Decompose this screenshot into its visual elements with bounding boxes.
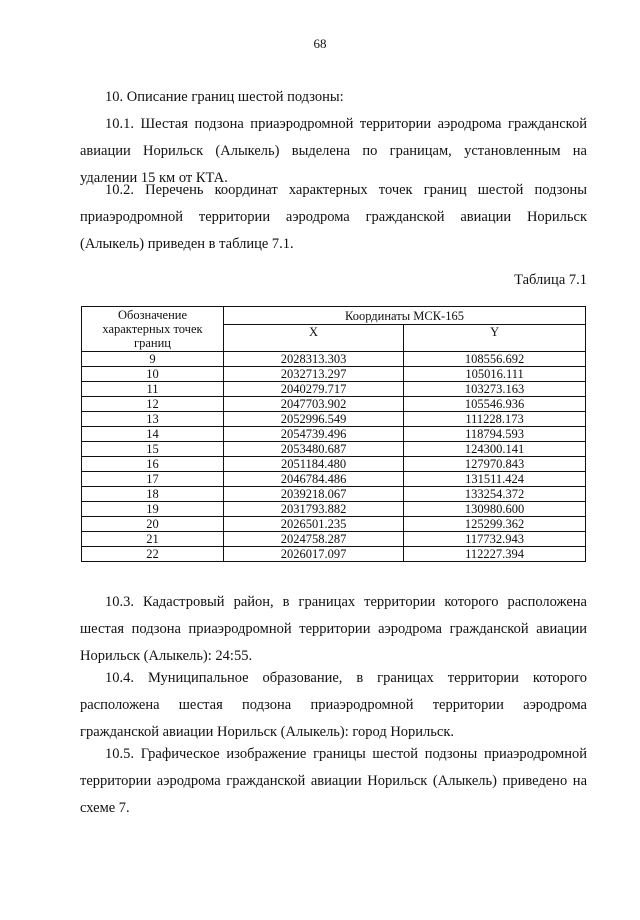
cell-x: 2039218.067 — [223, 487, 403, 502]
table-row — [82, 457, 586, 472]
cell-point: 10 — [82, 367, 224, 382]
cell-x: 2052996.549 — [223, 412, 403, 427]
paragraph-10-4: 10.4. Муниципальное образование, в границах территории которого расположена шестая подзона приаэродромной территории аэродрома гражданской авиации Норильск (Алыкель): город Норильск. — [80, 670, 587, 740]
table-row — [82, 487, 586, 502]
cell-x: 2054739.496 — [223, 427, 403, 442]
table-row — [82, 397, 586, 412]
cell-point: 16 — [82, 457, 224, 472]
cell-y: 112227.394 — [404, 547, 586, 562]
cell-y: 103273.163 — [404, 382, 586, 397]
cell-point: 21 — [82, 532, 224, 547]
table-row — [82, 382, 586, 397]
cell-point: 12 — [82, 397, 224, 412]
table-row — [82, 352, 586, 367]
cell-y: 108556.692 — [404, 352, 586, 367]
table-row — [82, 367, 586, 382]
table-row — [82, 532, 586, 547]
cell-y: 105546.936 — [404, 397, 586, 412]
header-point-designation: Обозначение характерных точек границ — [82, 307, 224, 352]
cell-y: 111228.173 — [404, 412, 586, 427]
table-row — [82, 412, 586, 427]
cell-y: 130980.600 — [404, 502, 586, 517]
table-header-row-1 — [82, 307, 586, 325]
cell-point: 13 — [82, 412, 224, 427]
coordinates-table — [81, 306, 586, 562]
cell-x: 2026501.235 — [223, 517, 403, 532]
section-heading: 10. Описание границ шестой подзоны: — [105, 89, 344, 105]
cell-x: 2053480.687 — [223, 442, 403, 457]
page-number: 68 — [313, 36, 327, 51]
table-caption: Таблица 7.1 — [514, 272, 587, 288]
table-row — [82, 517, 586, 532]
cell-y: 124300.141 — [404, 442, 586, 457]
cell-y: 105016.111 — [404, 367, 586, 382]
cell-y: 118794.593 — [404, 427, 586, 442]
paragraph-10-3: 10.3. Кадастровый район, в границах территории которого расположена шестая подзона приаэродромной территории аэродрома гражданской авиации Норильск (Алыкель): 24:55. — [80, 594, 587, 664]
table-row — [82, 427, 586, 442]
cell-x: 2047703.902 — [223, 397, 403, 412]
cell-x: 2051184.480 — [223, 457, 403, 472]
paragraph-10-1: 10.1. Шестая подзона приаэродромной территории аэродрома гражданской авиации Норильск (Алыкель) выделена по границам, установленным на удалении 15 км от КТА. — [80, 116, 587, 186]
cell-x: 2028313.303 — [223, 352, 403, 367]
cell-y: 127970.843 — [404, 457, 586, 472]
cell-point: 20 — [82, 517, 224, 532]
cell-y: 131511.424 — [404, 472, 586, 487]
table-body — [82, 352, 586, 562]
cell-x: 2032713.297 — [223, 367, 403, 382]
cell-y: 117732.943 — [404, 532, 586, 547]
cell-point: 15 — [82, 442, 224, 457]
table-row — [82, 502, 586, 517]
cell-y: 125299.362 — [404, 517, 586, 532]
cell-point: 17 — [82, 472, 224, 487]
table-row — [82, 472, 586, 487]
cell-x: 2046784.486 — [223, 472, 403, 487]
cell-x: 2026017.097 — [223, 547, 403, 562]
header-x: X — [223, 325, 403, 352]
cell-x: 2040279.717 — [223, 382, 403, 397]
cell-x: 2031793.882 — [223, 502, 403, 517]
cell-point: 19 — [82, 502, 224, 517]
cell-point: 11 — [82, 382, 224, 397]
paragraph-10-5: 10.5. Графическое изображение границы шестой подзоны приаэродромной территории аэродрома гражданской авиации Норильск (Алыкель) приведено на схеме 7. — [80, 746, 587, 816]
cell-y: 133254.372 — [404, 487, 586, 502]
cell-point: 9 — [82, 352, 224, 367]
header-coordinates-group: Координаты МСК-165 — [223, 307, 585, 325]
table-row — [82, 547, 586, 562]
paragraph-10-2: 10.2. Перечень координат характерных точек границ шестой подзоны приаэродромной территории аэродрома гражданской авиации Норильск (Алыкель) приведен в таблице 7.1. — [80, 182, 587, 252]
cell-point: 22 — [82, 547, 224, 562]
cell-point: 14 — [82, 427, 224, 442]
cell-x: 2024758.287 — [223, 532, 403, 547]
header-y: Y — [404, 325, 586, 352]
table-header — [82, 307, 586, 352]
cell-point: 18 — [82, 487, 224, 502]
table-row — [82, 442, 586, 457]
